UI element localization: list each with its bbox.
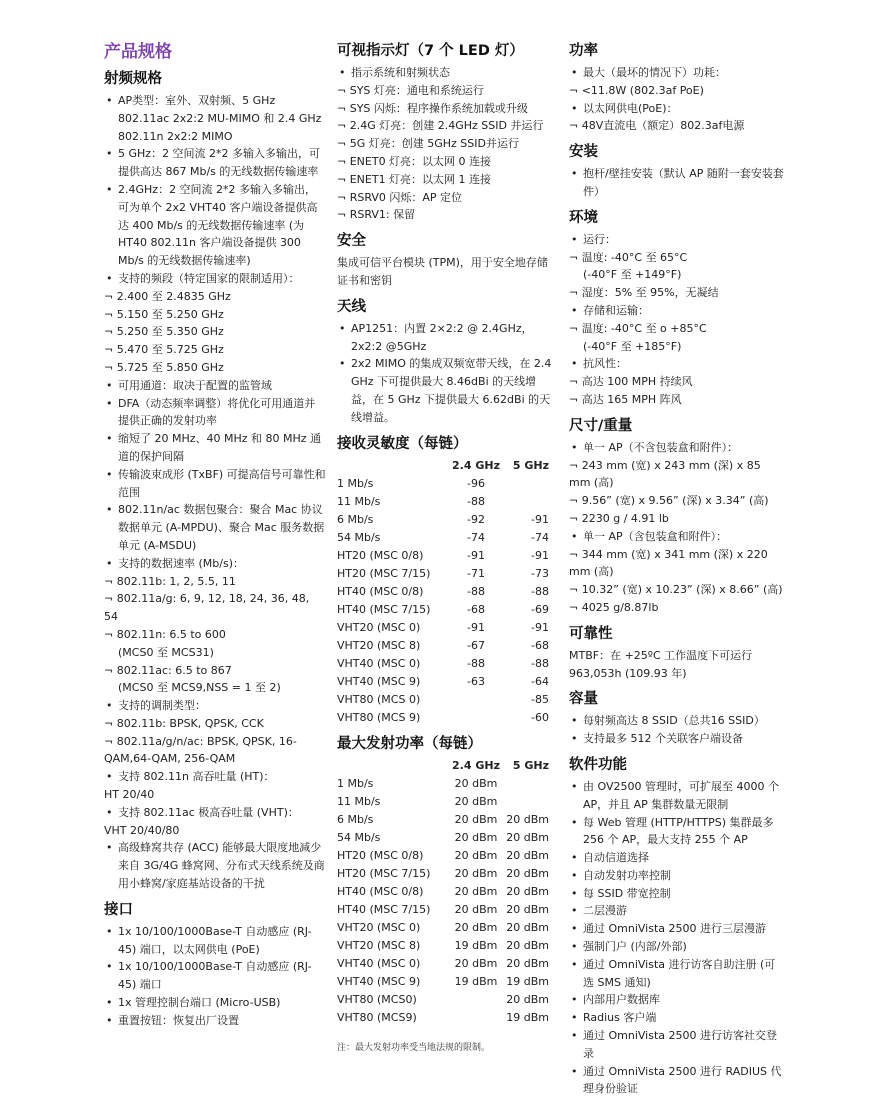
- sub-item: ¬ 802.11a/g/n/ac: BPSK, QPSK, 16-QAM,64-QAM, 256-QAM: [104, 733, 326, 769]
- bullet-item: • 每 Web 管理 (HTTP/HTTPS) 集群最多 256 个 AP，最大支持 255 个 AP: [569, 814, 785, 850]
- table-cell: VHT80 (MCS9): [337, 1010, 417, 1024]
- bullet-item: • 以太网供电(PoE)：: [569, 100, 785, 118]
- sub-item: ¬ ENET1 灯亮：以太网 1 连接: [337, 171, 555, 189]
- bullet-item: • 每射频高达 8 SSID（总共16 SSID）: [569, 712, 785, 730]
- sensitivity-heading: 接收灵敏度（每链）: [337, 435, 468, 452]
- table-cell: -91: [531, 512, 549, 526]
- table-cell: 6 Mb/s: [337, 812, 374, 826]
- sub-item: ¬ 2230 g / 4.91 lb: [569, 510, 785, 528]
- dimensions-heading: 尺寸/重量: [569, 417, 633, 434]
- text-line: (MCS0 至 MCS31): [118, 645, 214, 659]
- bullet-item: • DFA（动态频率调整）将优化可用通道并提供正确的发射功率: [104, 395, 326, 431]
- table-row: [337, 1009, 549, 1027]
- column-header: [337, 457, 449, 475]
- security-text: 集成可信平台模块 (TPM)，用于安全地存储证书和密钥: [337, 256, 548, 287]
- text-line: VHT 20/40/80: [104, 823, 180, 837]
- table-cell: HT40 (MSC 7/15): [337, 902, 431, 916]
- table-cell: -88: [467, 494, 485, 508]
- table-cell: [449, 991, 503, 1009]
- bullet-item: • 支持最多 512 个关联客户端设备: [569, 730, 785, 748]
- text-line: (-40°F 至 +185°F): [583, 339, 682, 353]
- text-line: HT 20/40: [104, 788, 155, 802]
- table-cell: 20 dBm: [454, 866, 498, 880]
- antenna-heading: 天线: [337, 298, 366, 315]
- sub-item: ¬ 5.470 至 5.725 GHz: [104, 341, 326, 359]
- sub-item: ¬ SYS 闪烁：程序操作系统加载或升级: [337, 100, 555, 118]
- table-row: [337, 565, 549, 583]
- rf-heading: 射频规格: [104, 71, 162, 87]
- table-cell: 54 Mb/s: [337, 530, 381, 544]
- text-line: (-40°F 至 +149°F): [583, 268, 682, 282]
- bullet-item: • 单一 AP（含包装盒和附件）：: [569, 528, 785, 546]
- page-title: 产品规格: [104, 42, 172, 62]
- interfaces-heading: 接口: [104, 901, 133, 918]
- table-cell: -74: [531, 530, 549, 544]
- table-cell: 11 Mb/s: [337, 494, 381, 508]
- bullet-item: • 每 SSID 带宽控制: [569, 885, 785, 903]
- table-cell: 20 dBm: [506, 866, 549, 880]
- sub-item: ¬ 温度: -40°C 至 o +85°C: [569, 320, 785, 338]
- txpower-note: 注：最大发射功率受当地法规的限制。: [337, 1042, 491, 1053]
- table-cell: VHT80 (MCS 9): [337, 710, 421, 724]
- bullet-item: • 运行：: [569, 231, 785, 249]
- sub-item: ¬ 温度: -40°C 至 65°C: [569, 249, 785, 267]
- bullet-item: • 支持的频段（特定国家的限制适用）：: [104, 270, 326, 288]
- table-cell: VHT40 (MSC 9): [337, 674, 421, 688]
- column-header: 2.4 GHz: [452, 758, 500, 772]
- table-cell: HT40 (MSC 0/8): [337, 584, 424, 598]
- bullet-item: • Radius 客户端: [569, 1009, 785, 1027]
- sub-item: ¬ 802.11b: 1, 2, 5.5, 11: [104, 573, 326, 591]
- bullet-item: • 抱杆/壁挂安装（默认 AP 随附一套安装套件）: [569, 165, 785, 201]
- bullet-item: • 强制门户 (内部/外部): [569, 938, 785, 956]
- interfaces-list: [104, 923, 326, 1030]
- table-cell: -69: [531, 602, 549, 616]
- bullet-item: • 高级蜂窝共存 (ACC) 能够最大限度地减少来自 3G/4G 蜂窝网、分布式天线系统及商用小蜂窝/家庭基站设备的干扰: [104, 839, 326, 892]
- table-cell: -88: [467, 656, 485, 670]
- sub-item: ¬ 5G 灯亮：创建 5GHz SSID并运行: [337, 135, 555, 153]
- table-row: [337, 475, 549, 493]
- sub-item: ¬ 5.250 至 5.350 GHz: [104, 323, 326, 341]
- bullet-item: • 抗风性：: [569, 355, 785, 373]
- bullet-item: • 通过 OmniVista 2500 进行三层漫游: [569, 920, 785, 938]
- sub-item: ¬ SYS 灯亮：通电和系统运行: [337, 82, 555, 100]
- table-cell: -63: [467, 674, 485, 688]
- bullet-item: • 支持 802.11ac 极高吞吐量 (VHT)：: [104, 804, 326, 822]
- table-row: [337, 919, 549, 937]
- table-cell: VHT20 (MSC 8): [337, 938, 421, 952]
- table-cell: VHT40 (MSC 0): [337, 956, 421, 970]
- column-left: [104, 40, 326, 1030]
- table-cell: [449, 709, 503, 727]
- table-cell: VHT40 (MSC 0): [337, 656, 421, 670]
- sub-item: ¬ <11.8W (802.3af PoE): [569, 82, 785, 100]
- table-row: [337, 493, 549, 511]
- rf-list: [104, 92, 326, 893]
- table-cell: 20 dBm: [454, 920, 498, 934]
- bullet-item: • 传输波束成形 (TxBF) 可提高信号可靠性和范围: [104, 466, 326, 502]
- table-row: [337, 991, 549, 1009]
- table-cell: 20 dBm: [454, 776, 498, 790]
- table-cell: HT40 (MSC 7/15): [337, 602, 431, 616]
- sub-item: ¬ 2.400 至 2.4835 GHz: [104, 288, 326, 306]
- bullet-item: • AP类型：室外、双射频、5 GHz 802.11ac 2x2:2 MU-MIMO 和 2.4 GHz 802.11n 2x2:2 MIMO: [104, 92, 326, 145]
- table-cell: VHT20 (MSC 0): [337, 920, 421, 934]
- table-cell: 20 dBm: [506, 938, 549, 952]
- table-cell: -91: [531, 548, 549, 562]
- table-cell: 20 dBm: [454, 956, 498, 970]
- sub-item: ¬ 5.725 至 5.850 GHz: [104, 359, 326, 377]
- sensitivity-table: [337, 457, 549, 727]
- sub-item: ¬ 4025 g/8.87lb: [569, 599, 785, 617]
- table-header-row: [337, 757, 549, 775]
- table-row: [337, 601, 549, 619]
- sub-item: ¬ 湿度：5% 至 95%，无凝结: [569, 284, 785, 302]
- table-row: [337, 937, 549, 955]
- column-right: [569, 40, 785, 1098]
- table-cell: 20 dBm: [506, 884, 549, 898]
- table-cell: VHT20 (MSC 8): [337, 638, 421, 652]
- bullet-item: • 指示系统和射频状态: [337, 64, 555, 82]
- dimensions-list: [569, 439, 785, 617]
- table-cell: HT20 (MSC 0/8): [337, 848, 424, 862]
- bullet-item: • 可用通道：取决于配置的监管域: [104, 377, 326, 395]
- table-row: [337, 511, 549, 529]
- sub-item: ¬ 2.4G 灯亮：创建 2.4GHz SSID 并运行: [337, 117, 555, 135]
- leds-list: [337, 64, 555, 224]
- table-cell: VHT80 (MCS0): [337, 992, 417, 1006]
- bullet-item: • 支持的调制类型：: [104, 697, 326, 715]
- column-middle: [337, 40, 555, 1055]
- text-line: (MCS0 至 MCS9,NSS = 1 至 2): [118, 681, 281, 695]
- table-row: [337, 811, 549, 829]
- sub-item: ¬ 5.150 至 5.250 GHz: [104, 306, 326, 324]
- environment-heading: 环境: [569, 209, 598, 226]
- bullet-item: • 内部用户数据库: [569, 991, 785, 1009]
- bullet-item: • 通过 OmniVista 进行访客自助注册 (可选 SMS 通知): [569, 956, 785, 992]
- table-cell: -73: [531, 566, 549, 580]
- power-list: [569, 64, 785, 135]
- table-cell: -92: [467, 512, 485, 526]
- bullet-item: • 2x2 MIMO 的集成双频宽带天线，在 2.4 GHz 下可提供最大 8.46dBi 的天线增益，在 5 GHz 下提供最大 6.62dBi 的天线增益。: [337, 355, 555, 426]
- table-cell: -88: [531, 584, 549, 598]
- sub-item: ¬ RSRV0 闪烁：AP 定位: [337, 189, 555, 207]
- column-header: [337, 757, 449, 775]
- table-row: [337, 709, 549, 727]
- table-cell: VHT80 (MCS 0): [337, 692, 421, 706]
- bullet-item: • 重置按钮：恢复出厂设置: [104, 1012, 326, 1030]
- reliability-text: MTBF：在 +25ºC 工作温度下可运行 963,053h (109.93 年): [569, 648, 753, 680]
- reliability-heading: 可靠性: [569, 625, 613, 642]
- bullet-item: • 自动信道选择: [569, 849, 785, 867]
- table-cell: -88: [467, 584, 485, 598]
- bullet-item: • 5 GHz：2 空间流 2*2 多输入多输出，可提供高达 867 Mb/s 的无线数据传输速率: [104, 145, 326, 181]
- sub-item: ¬ 10.32” (宽) x 10.23” (深) x 8.66” (高): [569, 581, 785, 599]
- table-cell: -91: [467, 620, 485, 634]
- table-cell: HT20 (MSC 7/15): [337, 866, 431, 880]
- table-cell: 11 Mb/s: [337, 794, 381, 808]
- table-cell: 20 dBm: [506, 830, 549, 844]
- table-row: [337, 619, 549, 637]
- table-cell: VHT40 (MSC 9): [337, 974, 421, 988]
- table-cell: HT40 (MSC 0/8): [337, 884, 424, 898]
- sub-item: ¬ 802.11a/g: 6, 9, 12, 18, 24, 36, 48, 54: [104, 590, 326, 626]
- sub-item: ¬ 48V直流电（额定）802.3af电源: [569, 117, 785, 135]
- sub-item: ¬ ENET0 灯亮：以太网 0 连接: [337, 153, 555, 171]
- bullet-item: • 支持的数据速率 (Mb/s)：: [104, 555, 326, 573]
- table-cell: 20 dBm: [454, 812, 498, 826]
- table-cell: -67: [467, 638, 485, 652]
- sub-item: ¬ 802.11b: BPSK, QPSK, CCK: [104, 715, 326, 733]
- table-header-row: [337, 457, 549, 475]
- table-cell: 6 Mb/s: [337, 512, 374, 526]
- bullet-item: • 2.4GHz：2 空间流 2*2 多输入多输出，可为单个 2x2 VHT40 客户端设备提供高达 400 Mb/s 的无线数据传输速率 (为 HT40 802.11n 客户端设备提供 300 Mb/s 的无线数据传输速率): [104, 181, 326, 270]
- table-cell: -91: [531, 620, 549, 634]
- table-cell: 19 dBm: [454, 974, 498, 988]
- table-row: [337, 847, 549, 865]
- sub-item: ¬ 344 mm (宽) x 341 mm (深) x 220 mm (高): [569, 546, 785, 582]
- table-cell: 20 dBm: [454, 884, 498, 898]
- mounting-heading: 安装: [569, 144, 598, 161]
- sub-item: ¬ RSRV1: 保留: [337, 206, 555, 224]
- table-cell: 20 dBm: [506, 992, 549, 1006]
- column-header: 2.4 GHz: [452, 458, 500, 472]
- table-cell: 20 dBm: [454, 902, 498, 916]
- table-row: [337, 529, 549, 547]
- bullet-item: • 支持 802.11n 高吞吐量 (HT)：: [104, 768, 326, 786]
- table-cell: HT20 (MSC 0/8): [337, 548, 424, 562]
- environment-list: [569, 231, 785, 409]
- table-cell: -64: [531, 674, 549, 688]
- table-cell: -91: [467, 548, 485, 562]
- table-row: [337, 673, 549, 691]
- bullet-item: • 缩短了 20 MHz、40 MHz 和 80 MHz 通道的保护间隔: [104, 430, 326, 466]
- table-cell: -88: [531, 656, 549, 670]
- table-cell: 1 Mb/s: [337, 776, 374, 790]
- table-row: [337, 901, 549, 919]
- txpower-table: [337, 757, 549, 1027]
- mounting-list: [569, 165, 785, 201]
- table-cell: HT20 (MSC 7/15): [337, 566, 431, 580]
- table-cell: 20 dBm: [454, 830, 498, 844]
- table-cell: 1 Mb/s: [337, 476, 374, 490]
- sub-item: ¬ 高达 165 MPH 阵风: [569, 391, 785, 409]
- table-row: [337, 955, 549, 973]
- table-row: [337, 775, 549, 793]
- table-row: [337, 883, 549, 901]
- table-cell: -71: [467, 566, 485, 580]
- bullet-item: • 1x 10/100/1000Base-T 自动感应 (RJ-45) 端口: [104, 958, 326, 994]
- table-cell: 20 dBm: [454, 794, 498, 808]
- sub-item: ¬ 9.56” (宽) x 9.56” (深) x 3.34” (高): [569, 492, 785, 510]
- table-cell: VHT20 (MSC 0): [337, 620, 421, 634]
- table-cell: 19 dBm: [506, 1010, 549, 1024]
- table-row: [337, 973, 549, 991]
- table-cell: 20 dBm: [506, 848, 549, 862]
- leds-heading: 可视指示灯（7 个 LED 灯）: [337, 43, 524, 59]
- column-header: 5 GHz: [512, 758, 549, 772]
- txpower-heading: 最大发射功率（每链）: [337, 735, 482, 752]
- table-cell: -74: [467, 530, 485, 544]
- table-cell: [503, 775, 549, 793]
- sub-item: ¬ 高达 100 MPH 持续风: [569, 373, 785, 391]
- table-row: [337, 793, 549, 811]
- security-heading: 安全: [337, 233, 366, 250]
- bullet-item: • 单一 AP（不含包装盒和附件）：: [569, 439, 785, 457]
- column-header: 5 GHz: [512, 458, 549, 472]
- table-row: [337, 865, 549, 883]
- capacity-list: [569, 712, 785, 748]
- bullet-item: • 由 OV2500 管理时，可扩展至 4000 个 AP，并且 AP 集群数量无限制: [569, 778, 785, 814]
- table-row: [337, 547, 549, 565]
- table-row: [337, 691, 549, 709]
- table-cell: 19 dBm: [506, 974, 549, 988]
- table-cell: 20 dBm: [454, 848, 498, 862]
- table-cell: [503, 475, 549, 493]
- bullet-item: • 通过 OmniVista 2500 进行 RADIUS 代理身份验证: [569, 1063, 785, 1098]
- table-cell: 20 dBm: [506, 902, 549, 916]
- table-cell: 20 dBm: [506, 920, 549, 934]
- table-cell: [503, 793, 549, 811]
- bullet-item: • 802.11n/ac 数据包聚合：聚合 Mac 协议数据单元 (A-MPDU)、聚合 Mac 服务数据单元 (A-MSDU): [104, 501, 326, 554]
- bullet-item: • AP1251：内置 2×2:2 @ 2.4GHz，2x2:2 @5GHz: [337, 320, 555, 356]
- bullet-item: • 最大（最坏的情况下）功耗：: [569, 64, 785, 82]
- software-list: [569, 778, 785, 1098]
- table-cell: -60: [531, 710, 549, 724]
- bullet-item: • 二层漫游: [569, 902, 785, 920]
- sub-item: ¬ 802.11n: 6.5 to 600: [104, 626, 326, 644]
- bullet-item: • 自动发射功率控制: [569, 867, 785, 885]
- antenna-list: [337, 320, 555, 427]
- table-cell: 20 dBm: [506, 812, 549, 826]
- table-row: [337, 655, 549, 673]
- bullet-item: • 通过 OmniVista 2500 进行访客社交登录: [569, 1027, 785, 1063]
- table-row: [337, 583, 549, 601]
- table-cell: 20 dBm: [506, 956, 549, 970]
- table-cell: 54 Mb/s: [337, 830, 381, 844]
- table-cell: -85: [531, 692, 549, 706]
- table-cell: [449, 691, 503, 709]
- sub-item: ¬ 802.11ac: 6.5 to 867: [104, 662, 326, 680]
- sub-item: ¬ 243 mm (宽) x 243 mm (深) x 85 mm (高): [569, 457, 785, 493]
- capacity-heading: 容量: [569, 691, 598, 708]
- table-cell: 19 dBm: [454, 938, 498, 952]
- software-heading: 软件功能: [569, 756, 627, 773]
- table-row: [337, 637, 549, 655]
- table-row: [337, 829, 549, 847]
- table-cell: -68: [531, 638, 549, 652]
- table-cell: -68: [467, 602, 485, 616]
- table-cell: [503, 493, 549, 511]
- bullet-item: • 1x 10/100/1000Base-T 自动感应 (RJ-45) 端口，以太网供电 (PoE): [104, 923, 326, 959]
- table-cell: -96: [467, 476, 485, 490]
- table-cell: [449, 1009, 503, 1027]
- bullet-item: • 存储和运输：: [569, 302, 785, 320]
- power-heading: 功率: [569, 43, 598, 59]
- bullet-item: • 1x 管理控制台端口 (Micro-USB): [104, 994, 326, 1012]
